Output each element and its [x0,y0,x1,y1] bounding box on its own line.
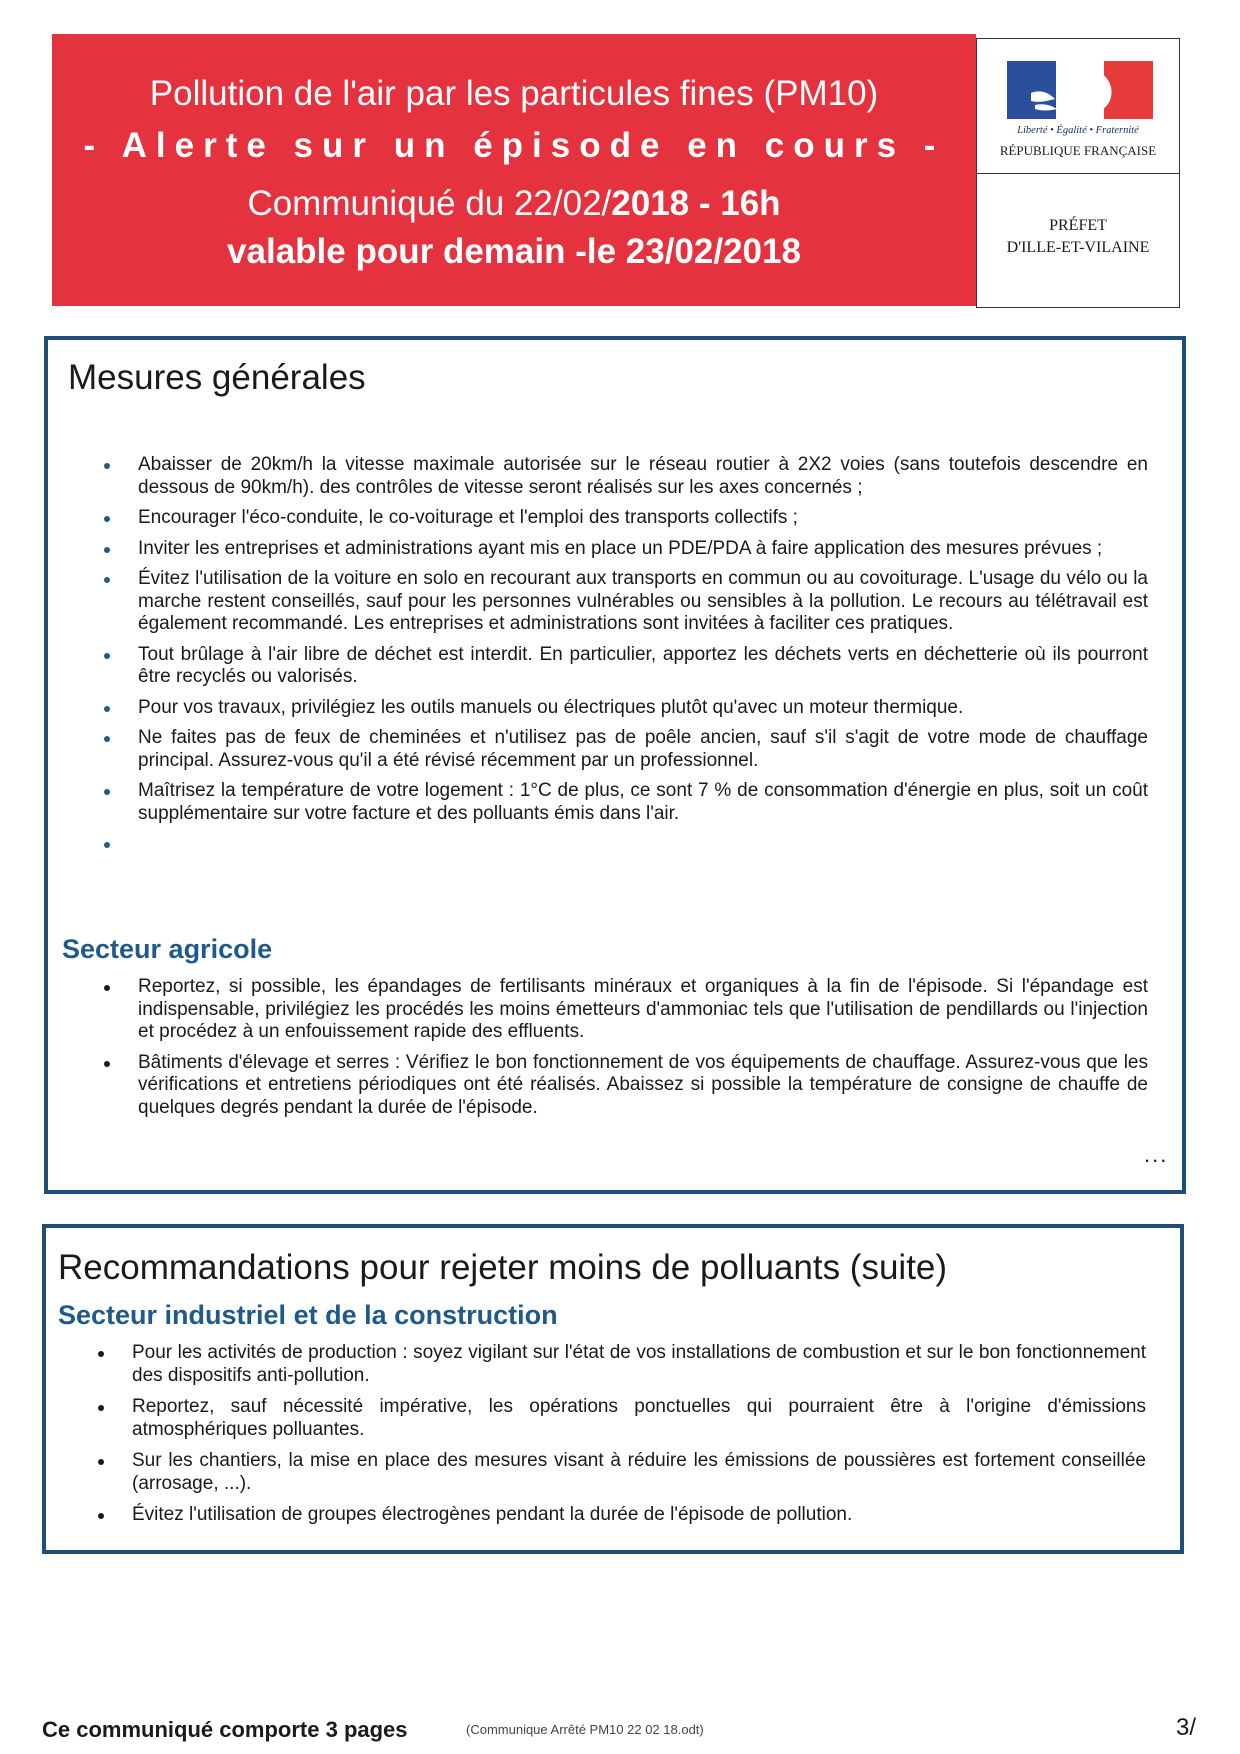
bullet-icon [104,985,110,991]
section-subtitle: Secteur agricole [62,934,273,964]
list-item [58,780,1148,825]
section-title: Mesures générales [68,358,366,397]
list-item [58,697,1148,720]
marianne-flag-icon [1007,61,1153,119]
prefet-text [977,215,1179,259]
bullet-icon [104,577,110,583]
footer-page-number: 3/ [1176,1714,1197,1741]
list-item-text: Pour vos travaux, privilégiez les outils manuels ou électriques plutôt qu'avec un moteur thermique. [138,696,964,718]
list-item-text: Maîtrisez la température de votre logement : 1°C de plus, ce sont 7 % de consommation d'énergie en plus, soit un coût supplémentaire sur votre facture et des polluants émis dans l'air. [138,780,1148,824]
banner-alert: - Alerte sur un épisode en cours - [83,126,945,165]
list-item [58,507,1148,530]
agriculture-list [58,976,1148,1127]
prefet-line1: PRÉFET [1049,217,1107,234]
banner-validity: valable pour demain -le 23/02/2018 [227,232,801,271]
general-measures-list [58,454,1148,863]
list-item-text: Évitez l'utilisation de la voiture en solo en recourant aux transports en commun ou au covoiturage. L'usage du vélo ou la marche restent conseillés, sauf pour les personnes vulnérables ou sensibles à la pollution. Le recours au télétravail est également recommandé. Les entreprises et administrations sont invitées à faciliter ces pratiques. [138,568,1148,634]
list-item [58,538,1148,561]
list-item [58,727,1148,772]
alert-banner [52,34,976,306]
bullet-icon [98,1513,104,1519]
continuation-ellipsis: ... [1144,1142,1169,1167]
footer-filename: (Communique Arrêté PM10 22 02 18.odt) [466,1722,704,1737]
list-item [58,568,1148,636]
list-item-text: Évitez l'utilisation de groupes électrogènes pendant la durée de l'épisode de pollution. [132,1504,853,1525]
bullet-icon [104,736,110,742]
list-item-text: Ne faites pas de feux de cheminées et n'utilisez pas de poêle ancien, sauf s'il s'agit de votre mode de chauffage principal. Assurez-vous qu'il a été révisé récemment par un professionnel. [138,727,1148,771]
bullet-icon [98,1459,104,1465]
banner-date [52,184,976,224]
bullet-icon [98,1405,104,1411]
footer-page-count: Ce communiqué comporte 3 pages [42,1717,408,1742]
marianne-logo [977,39,1179,174]
bullet-icon [104,842,110,848]
list-item-text: Inviter les entreprises et administrations ayant mis en place un PDE/PDA à faire application des mesures prévues ; [138,537,1103,559]
banner-date-prefix: Communiqué du 22/02/ [247,184,612,223]
republique-text: RÉPUBLIQUE FRANÇAISE [999,143,1157,158]
list-item-text: Pour les activités de production : soyez vigilant sur l'état de vos installations de combustion et sur le bon fonctionnement des dispositifs anti-pollution. [132,1342,1146,1386]
footer [0,1714,1240,1754]
list-item [52,1504,1146,1527]
bullet-icon [104,547,110,553]
bullet-icon [104,789,110,795]
list-item-text: Encourager l'éco-conduite, le co-voiturage et l'emploi des transports collectifs ; [138,507,798,528]
list-item-text: Tout brûlage à l'air libre de déchet est interdit. En particulier, apportez les déchets verts en déchetterie où ils pourront être recyclés ou valorisés. [138,643,1148,687]
banner-title: Pollution de l'air par les particules fines (PM10) [149,74,879,113]
bullet-icon [104,1061,110,1067]
prefet-line2: D'ILLE-ET-VILAINE [1006,239,1150,256]
list-item [52,1342,1146,1387]
section-subtitle: Secteur industriel et de la construction [58,1300,558,1330]
list-item [58,976,1148,1044]
list-item-text: Bâtiments d'élevage et serres : Vérifiez le bon fonctionnement de vos équipements de chauffage. Assurez-vous que les vérifications et entretiens périodiques ont été réalisés. Abaissez si possible la température de consigne de chauffe de quelques degrés pendant la durée de l'épisode. [138,1051,1148,1118]
bullet-icon [104,653,110,659]
prefecture-logo-block [976,38,1180,308]
industry-list [52,1342,1146,1536]
devise-text: Liberté • Égalité • Fraternité [1017,125,1139,136]
list-item [52,1396,1146,1441]
list-item-text: Abaisser de 20km/h la vitesse maximale autorisée sur le réseau routier à 2X2 voies (sans toutefois descendre en dessous de 90km/h). des contrôles de vitesse seront réalisés sur les axes concernés ; [138,454,1148,498]
bullet-icon [104,706,110,712]
list-item [58,833,1148,855]
list-item-text: Reportez, sauf nécessité impérative, les opérations ponctuelles qui pourraient être à l'origine d'émissions atmosphériques polluantes. [132,1396,1146,1440]
list-item [58,1052,1148,1120]
list-item [52,1450,1146,1495]
list-item [58,454,1148,499]
general-measures-box [44,336,1186,1194]
recommendations-box [42,1224,1184,1554]
bullet-icon [98,1351,104,1357]
bullet-icon [104,516,110,522]
list-item-text: Reportez, si possible, les épandages de fertilisants minéraux et organiques à la fin de l'épisode. Si l'épandage est indispensable, privilégiez les procédés les moins émetteurs d'ammoniac tels que l'utilisation de pendillards ou l'injection et procédez à un enfouissement rapide des effluents. [138,976,1148,1042]
list-item-text: Sur les chantiers, la mise en place des mesures visant à réduire les émissions de poussières est fortement conseillée (arrosage, ...). [132,1450,1146,1494]
bullet-icon [104,463,110,469]
list-item [58,644,1148,689]
banner-date-bold: 2018 - 16h [611,184,781,223]
section-title: Recommandations pour rejeter moins de polluants (suite) [58,1248,948,1287]
